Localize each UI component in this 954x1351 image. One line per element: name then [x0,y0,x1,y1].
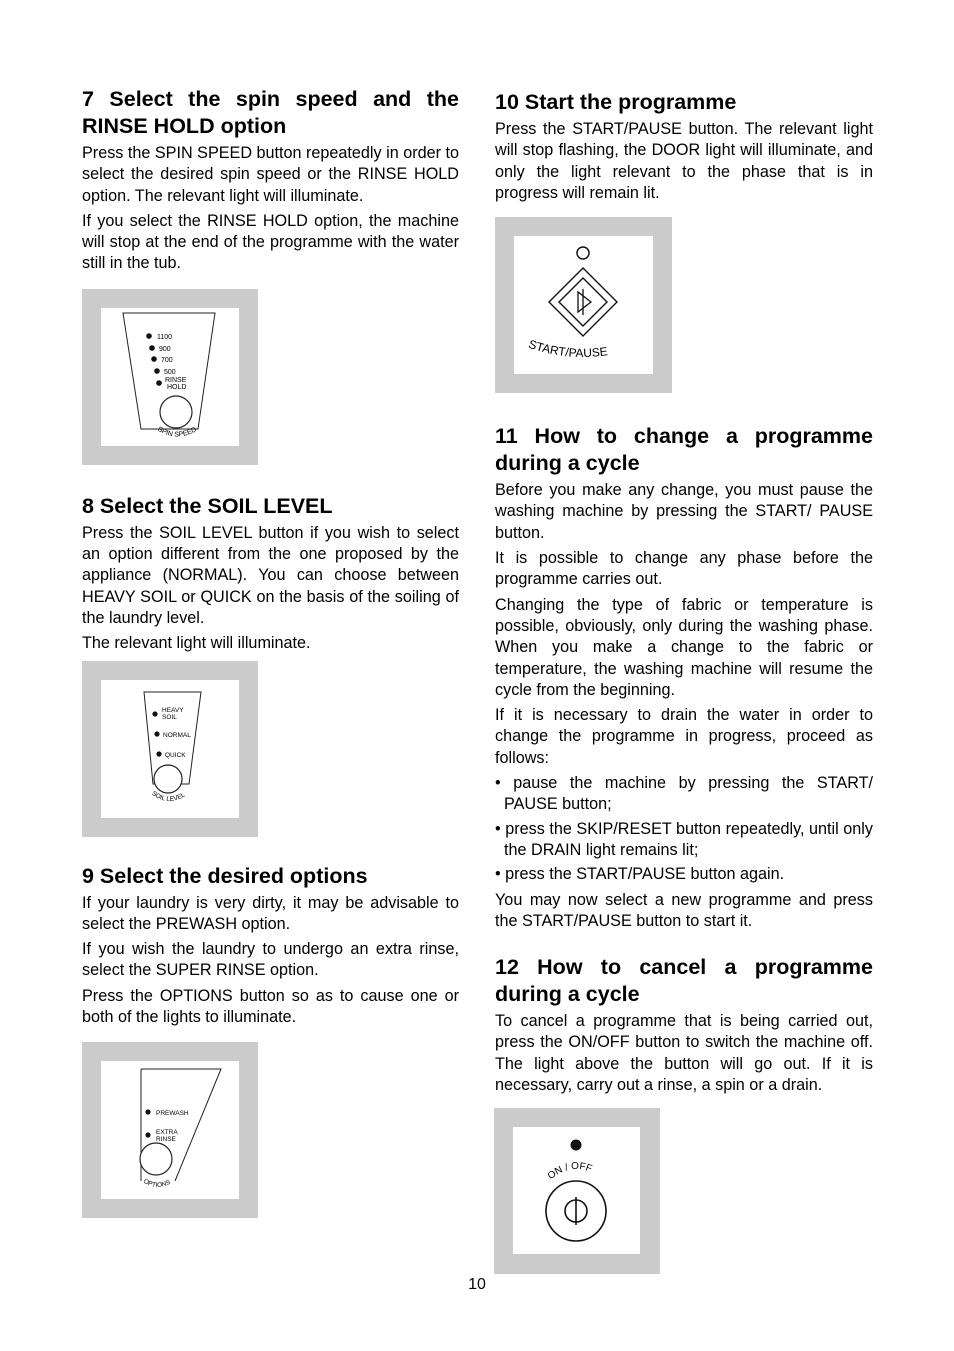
label-900: 900 [159,345,171,353]
section-9-paragraph-1: If your laundry is very dirty, it may be advisable to select the PREWASH option. [82,893,459,933]
start-pause-indicator-light [577,247,589,259]
section-11-heading: 11 How to change a programme during a cycle [495,424,873,476]
section-7-paragraph-2: If you select the RINSE HOLD option, the machine will stop at the end of the programme with the water still in the tub. [82,211,459,273]
indicator-light-500 [154,368,160,374]
soil-level-label: SOIL LEVEL [150,789,187,803]
section-8-heading: 8 Select the SOIL LEVEL [82,493,333,518]
label-1100: 1100 [157,333,173,341]
indicator-light-prewash [145,1110,150,1115]
spin-speed-panel [101,308,239,446]
label-rinse: RINSE [156,1136,176,1144]
soil-level-button[interactable] [154,765,182,793]
section-8-paragraph-2: The relevant light will illuminate. [82,634,311,653]
indicator-light-normal [154,731,159,736]
label-extra: EXTRA [156,1129,178,1137]
list-item: • press the START/PAUSE button again. [495,865,785,884]
section-11-paragraph-4: If it is necessary to drain the water in order to change the programme in progress, proceed as follows: [495,706,873,767]
start-pause-illustration [514,236,653,374]
label-soil: SOIL [162,713,177,721]
indicator-light-quick [156,751,161,756]
label-heavy: HEAVY [162,706,184,714]
soil-level-illustration [101,680,239,818]
options-label: OPTIONS [142,1178,172,1190]
spin-speed-label: SPIN SPEED [156,425,198,439]
label-700: 700 [161,356,173,364]
section-12-heading: 12 How to cancel a programme during a cycle [495,955,873,1007]
label-hold: HOLD [167,383,187,391]
label-quick: QUICK [165,751,186,759]
label-prewash: PREWASH [156,1110,189,1118]
options-figure [82,1042,258,1218]
section-12-paragraph-1: To cancel a programme that is being carried out, press the ON/OFF button to switch the machine off. The light above the button will go out. If it is necessary, carry out a rinse, a spin or a drain. [495,1012,873,1095]
section-9-paragraph-2: If you wish the laundry to undergo an extra rinse, select the SUPER RINSE option. [82,940,459,980]
right-column [495,89,873,1274]
indicator-light-extra-rinse [145,1133,150,1138]
section-9-heading: 9 Select the desired options [82,863,368,888]
indicator-light-700 [151,356,157,362]
section-7-paragraph-1: Press the SPIN SPEED button repeatedly in order to select the desired spin speed or the RINSE HOLD option. The relevant light will illuminate. [82,144,460,205]
label-rinse: RINSE [165,376,187,384]
section-11-paragraph-2: It is possible to change any phase before the programme carries out. [495,549,873,589]
indicator-light-900 [149,345,155,351]
section-10-heading: 10 Start the programme [495,90,737,114]
spin-speed-figure [82,289,258,465]
section-7-heading: 7 Select the spin speed and the RINSE HOLD option [82,87,459,138]
options-illustration [101,1061,239,1199]
spin-speed-button[interactable] [160,396,192,428]
spin-speed-illustration [101,308,239,446]
section-11-paragraph-5: You may now select a new programme and press the START/PAUSE button to start it. [495,890,873,930]
indicator-light-heavy-soil [152,711,157,716]
on-off-panel [513,1127,640,1254]
section-11-paragraph-1: Before you make any change, you must pause the washing machine by pressing the START/ PAUSE button. [495,481,873,542]
label-normal: NORMAL [163,731,191,739]
on-off-illustration [513,1127,640,1254]
section-8-paragraph-1: Press the SOIL LEVEL button if you wish to select an option different from the one proposed by the appliance (NORMAL). You can choose between HEAVY SOIL or QUICK on the basis of the soiling of the laundry level. [82,523,459,627]
start-pause-label: START/PAUSE [526,337,609,361]
section-10-paragraph-1: Press the START/PAUSE button. The relevant light will stop flashing, the DOOR light will illuminate, and only the light relevant to the phase that is in progress will remain lit. [495,120,873,202]
start-pause-figure [495,217,672,393]
left-column [82,86,459,1218]
list-item: • pause the machine by pressing the START/ PAUSE button; [495,774,873,814]
soil-level-panel [101,680,239,818]
indicator-light-rinse-hold [156,380,162,386]
soil-level-figure [82,661,258,837]
list-item: • press the SKIP/RESET button repeatedly, until only the DRAIN light remains lit; [495,819,873,859]
page-number: 10 [468,1276,486,1293]
on-off-label: ON / OFF [545,1161,594,1183]
section-11-steps [495,773,873,885]
on-off-figure [494,1108,660,1274]
section-11-paragraph-3: Changing the type of fabric or temperature is possible, obviously, only during the washing phase. When you make a change to the fabric or temperature, the washing machine will resume the cycle from the beginning. [495,595,873,699]
start-pause-panel [514,236,653,374]
on-off-indicator-light [571,1140,582,1151]
section-9-paragraph-3: Press the OPTIONS button so as to cause one or both of the lights to illuminate. [82,986,459,1027]
options-button[interactable] [140,1143,172,1175]
options-panel [101,1061,239,1199]
label-500: 500 [164,368,176,376]
indicator-light-1100 [146,333,152,339]
